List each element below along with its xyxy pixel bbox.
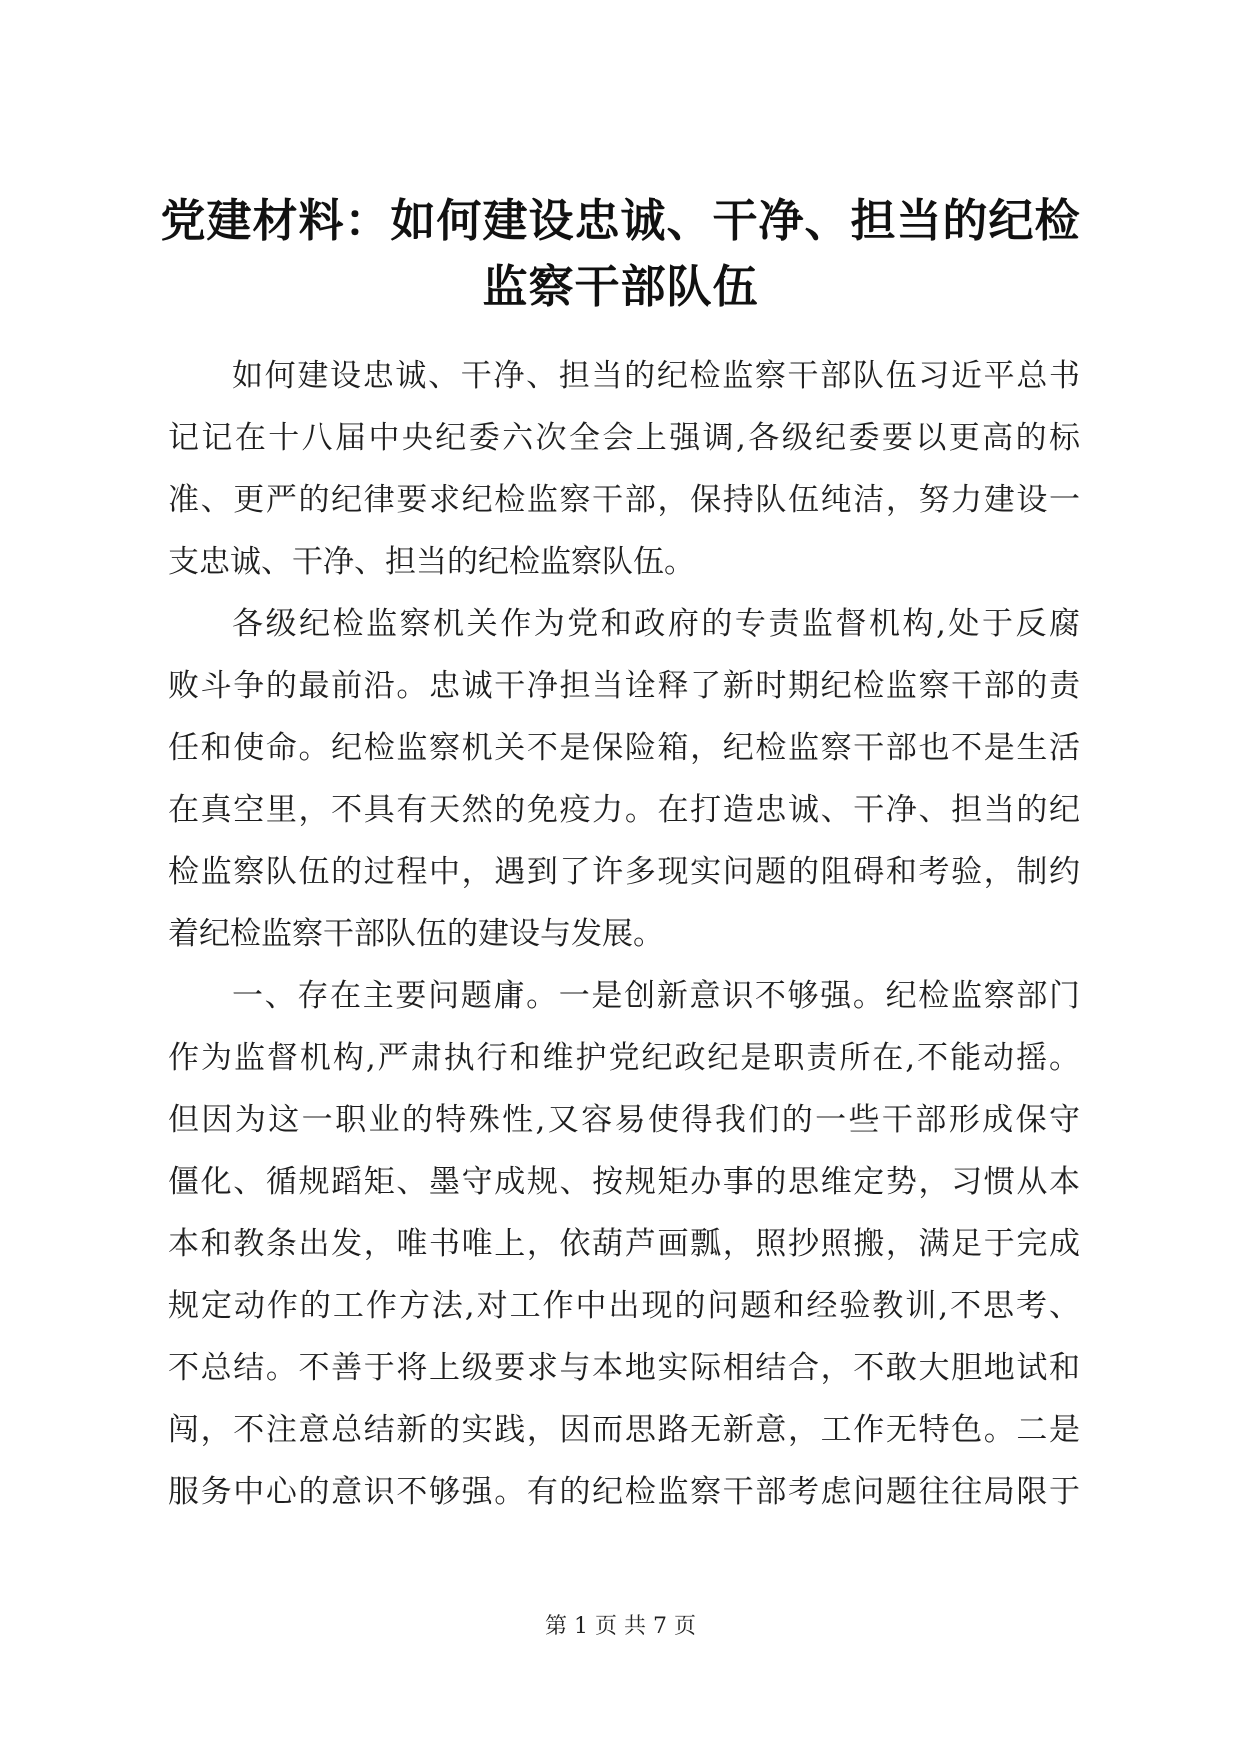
text-line: 作为监督机构,严肃执行和维护党纪政纪是职责所在,不能动摇。 xyxy=(168,1040,1080,1076)
document-title xyxy=(150,188,1091,320)
text-line: 检监察队伍的过程中，遇到了许多现实问题的阻碍和考验，制约 xyxy=(168,854,1080,890)
text-line: 着纪检监察干部队伍的建设与发展。 xyxy=(168,916,664,952)
text-line: 僵化、循规蹈矩、墨守成规、按规矩办事的思维定势，习惯从本 xyxy=(168,1164,1080,1200)
text-line: 规定动作的工作方法,对工作中出现的问题和经验教训,不思考、 xyxy=(168,1288,1080,1324)
text-line: 准、更严的纪律要求纪检监察干部，保持队伍纯洁，努力建设一 xyxy=(168,482,1080,518)
paragraph-1 xyxy=(168,345,1080,593)
text-line: 支忠诚、干净、担当的纪检监察队伍。 xyxy=(168,544,695,580)
text-line: 各级纪检监察机关作为党和政府的专责监督机构,处于反腐 xyxy=(232,606,1080,642)
text-line: 败斗争的最前沿。忠诚干净担当诠释了新时期纪检监察干部的责 xyxy=(168,668,1080,704)
text-line: 任和使命。纪检监察机关不是保险箱，纪检监察干部也不是生活 xyxy=(168,730,1080,766)
text-line: 一、存在主要问题庸。一是创新意识不够强。纪检监察部门 xyxy=(232,978,1080,1014)
text-line: 但因为这一职业的特殊性,又容易使得我们的一些干部形成保守 xyxy=(168,1102,1080,1138)
page-footer: 第 1 页 共 7 页 xyxy=(545,1614,696,1639)
text-line: 如何建设忠诚、干净、担当的纪检监察干部队伍习近平总书 xyxy=(232,358,1080,394)
text-line: 闯，不注意总结新的实践，因而思路无新意，工作无特色。二是 xyxy=(168,1412,1080,1448)
text-line: 服务中心的意识不够强。有的纪检监察干部考虑问题往往局限于 xyxy=(168,1474,1080,1510)
text-line: 本和教条出发，唯书唯上，依葫芦画瓢，照抄照搬，满足于完成 xyxy=(168,1226,1080,1262)
paragraph-3 xyxy=(168,965,1080,1523)
text-line: 不总结。不善于将上级要求与本地实际相结合，不敢大胆地试和 xyxy=(168,1350,1080,1386)
paragraph-2 xyxy=(168,593,1080,965)
document-body xyxy=(168,345,1080,1523)
text-line: 在真空里，不具有天然的免疫力。在打造忠诚、干净、担当的纪 xyxy=(168,792,1080,828)
title-line: 监察干部队伍 xyxy=(482,260,759,313)
title-line: 党建材料：如何建设忠诚、干净、担当的纪检 xyxy=(160,194,1081,247)
text-line: 记记在十八届中央纪委六次全会上强调,各级纪委要以更高的标 xyxy=(168,420,1080,456)
